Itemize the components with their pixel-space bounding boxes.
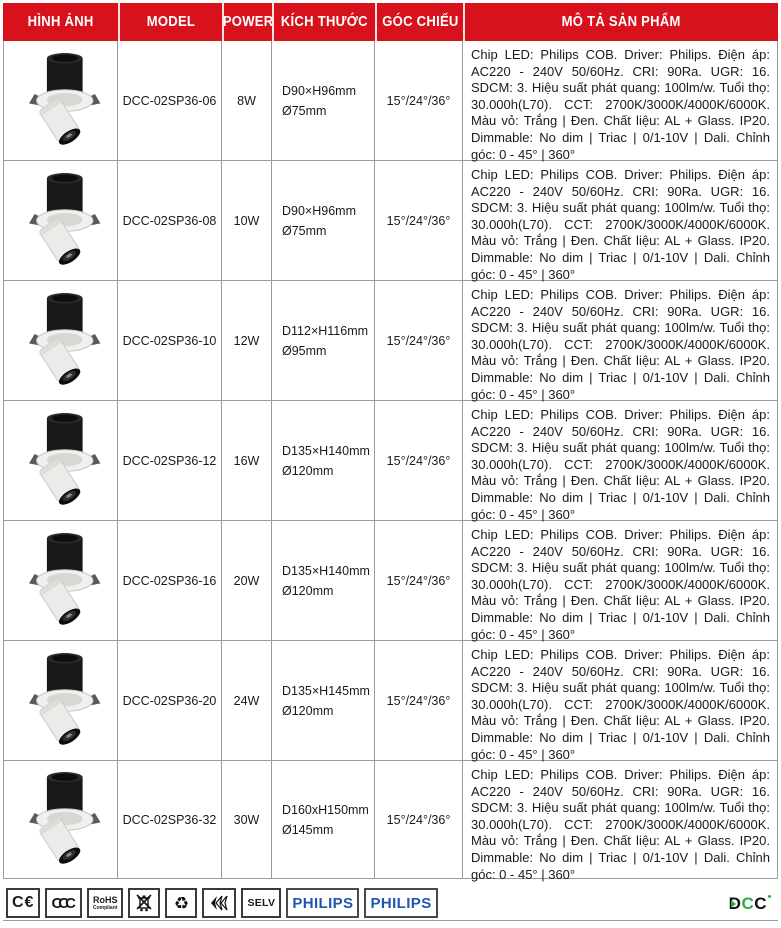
table-row [3,761,778,882]
brand-letter-c2: C [754,894,767,913]
size-line2: Ø75mm [282,223,327,238]
model-cell: DCC-02SP36-32 [118,761,222,878]
description-cell: Chip LED: Philips COB. Driver: Philips. Điện áp: AC220 - 240V 50/60Hz. CRI: 90Ra. UGR: 16. SDCM: 3. Hiệu suất phát quang: 100lm/w. Tuổi thọ: 30.000h(L70). CCT: 2700K/3000K/4000K/6000K. Màu vỏ: Trắng | Đen. Chất liệu: AL + Glass. IP20. Dimmable: No dim | Triac | 0/1-10V | Dali. Chỉnh góc: 0 - 45° | 360° [463,161,778,280]
spotlight-product-image [14,405,108,517]
size-line1: D135×H140mm [282,443,370,458]
size-line1: D160xH150mm [282,802,369,817]
table-header [3,3,778,41]
size-line1: D90×H96mm [282,203,356,218]
product-image-cell [3,161,118,280]
product-spec-table [3,3,778,882]
dcc-brand-logo [729,894,771,914]
model-cell: DCC-02SP36-08 [118,161,222,280]
spotlight-product-image [14,45,108,157]
header-image: HÌNH ẢNH [27,14,94,30]
size-line2: Ø95mm [282,343,327,358]
model-cell: DCC-02SP36-06 [118,41,222,160]
size-cell [272,521,375,640]
weee-bin-icon [128,888,160,918]
product-image-cell [3,41,118,160]
size-line2: Ø120mm [282,583,334,598]
ccc-mark-icon: CCC [45,888,82,918]
size-line1: D135×H140mm [282,563,370,578]
power-cell: 24W [222,641,272,760]
table-row [3,401,778,521]
footer-divider [3,920,778,921]
model-cell: DCC-02SP36-20 [118,641,222,760]
description-cell: Chip LED: Philips COB. Driver: Philips. Điện áp: AC220 - 240V 50/60Hz. CRI: 90Ra. UGR: 16. SDCM: 3. Hiệu suất phát quang: 100lm/w. Tuổi thọ: 30.000h(L70). CCT: 2700K/3000K/4000K/6000K. Màu vỏ: Trắng | Đen. Chất liệu: AL + Glass. IP20. Dimmable: No dim | Triac | 0/1-10V | Dali. Chỉnh góc: 0 - 45° | 360° [463,641,778,760]
brand-letter-d: D [728,894,742,913]
philips-logo: PHILIPS [364,888,437,918]
selv-mark-icon: SELV [241,888,281,918]
description-cell: Chip LED: Philips COB. Driver: Philips. Điện áp: AC220 - 240V 50/60Hz. CRI: 90Ra. UGR: 16. SDCM: 3. Hiệu suất phát quang: 100lm/w. Tuổi thọ: 30.000h(L70). CCT: 2700K/3000K/4000K/6000K. Màu vỏ: Trắng | Đen. Chất liệu: AL + Glass. IP20. Dimmable: No dim | Triac | 0/1-10V | Dali. Chỉnh góc: 0 - 45° | 360° [463,41,778,160]
table-row [3,521,778,641]
description-cell: Chip LED: Philips COB. Driver: Philips. Điện áp: AC220 - 240V 50/60Hz. CRI: 90Ra. UGR: 16. SDCM: 3. Hiệu suất phát quang: 100lm/w. Tuổi thọ: 30.000h(L70). CCT: 2700K/3000K/4000K/6000K. Màu vỏ: Trắng | Đen. Chất liệu: AL + Glass. IP20. Dimmable: No dim | Triac | 0/1-10V | Dali. Chỉnh góc: 0 - 45° | 360° [463,401,778,520]
size-cell [272,41,375,160]
rohs-mark-icon: RoHS Compliant [87,888,124,918]
spotlight-product-image [14,764,108,876]
model-cell: DCC-02SP36-12 [118,401,222,520]
power-cell: 12W [222,281,272,400]
beam-angle-cell: 15°/24°/36° [375,401,463,520]
beam-angle-cell: 15°/24°/36° [375,761,463,878]
header-power: POWER [222,3,272,41]
description-cell: Chip LED: Philips COB. Driver: Philips. Điện áp: AC220 - 240V 50/60Hz. CRI: 90Ra. UGR: 16. SDCM: 3. Hiệu suất phát quang: 100lm/w. Tuổi thọ: 30.000h(L70). CCT: 2700K/3000K/4000K/6000K. Màu vỏ: Trắng | Đen. Chất liệu: AL + Glass. IP20. Dimmable: No dim | Triac | 0/1-10V | Dali. Chỉnh góc: 0 - 45° | 360° [463,521,778,640]
size-line1: D112×H116mm [282,323,369,338]
power-cell: 20W [222,521,272,640]
model-cell: DCC-02SP36-16 [118,521,222,640]
power-cell: 8W [222,41,272,160]
size-cell [272,641,375,760]
product-image-cell [3,761,118,878]
spotlight-product-image [14,285,108,397]
size-cell [272,281,375,400]
brand-dot-icon [768,895,771,898]
header-beam-angle: GÓC CHIẾU [375,3,463,41]
size-line2: Ø120mm [282,703,334,718]
product-image-cell [3,641,118,760]
header-model: MODEL [118,3,222,41]
size-line2: Ø120mm [282,463,334,478]
spotlight-product-image [14,645,108,757]
beam-angle-cell: 15°/24°/36° [375,41,463,160]
beam-angle-cell: 15°/24°/36° [375,641,463,760]
product-image-cell [3,521,118,640]
spotlight-product-image [14,165,108,277]
product-image-cell [3,401,118,520]
table-row [3,161,778,281]
table-row [3,641,778,761]
size-cell [272,761,375,878]
spotlight-product-image [14,525,108,637]
recycle-icon: ♻ [165,888,197,918]
size-cell [272,401,375,520]
header-description: MÔ TẢ SẢN PHẨM [463,3,778,41]
brand-letter-c1: C [741,894,755,913]
table-row [3,41,778,161]
beam-angle-cell: 15°/24°/36° [375,281,463,400]
philips-logo: PHILIPS [286,888,359,918]
size-line1: D90×H96mm [282,83,356,98]
size-line2: Ø75mm [282,103,327,118]
certification-bar [6,888,438,918]
size-line2: Ø145mm [282,822,334,837]
power-cell: 10W [222,161,272,280]
product-image-cell [3,281,118,400]
power-cell: 16W [222,401,272,520]
size-cell [272,161,375,280]
model-cell: DCC-02SP36-10 [118,281,222,400]
beam-angle-cell: 15°/24°/36° [375,521,463,640]
size-line1: D135×H145mm [282,683,370,698]
description-cell: Chip LED: Philips COB. Driver: Philips. Điện áp: AC220 - 240V 50/60Hz. CRI: 90Ra. UGR: 16. SDCM: 3. Hiệu suất phát quang: 100lm/w. Tuổi thọ: 30.000h(L70). CCT: 2700K/3000K/4000K/6000K. Màu vỏ: Trắng | Đen. Chất liệu: AL + Glass. IP20. Dimmable: No dim | Triac | 0/1-10V | Dali. Chỉnh góc: 0 - 45° | 360° [463,281,778,400]
description-cell: Chip LED: Philips COB. Driver: Philips. Điện áp: AC220 - 240V 50/60Hz. CRI: 90Ra. UGR: 16. SDCM: 3. Hiệu suất phát quang: 100lm/w. Tuổi thọ: 30.000h(L70). CCT: 2700K/3000K/4000K/6000K. Màu vỏ: Trắng | Đen. Chất liệu: AL + Glass. IP20. Dimmable: No dim | Triac | 0/1-10V | Dali. Chỉnh góc: 0 - 45° | 360° [463,761,778,878]
power-cell: 30W [222,761,272,878]
beam-angle-cell: 15°/24°/36° [375,161,463,280]
header-dimensions: KÍCH THƯỚC [272,3,375,41]
table-row [3,281,778,401]
triple-chevron-mark-icon [202,888,236,918]
ce-mark-icon: C€ [6,888,40,918]
